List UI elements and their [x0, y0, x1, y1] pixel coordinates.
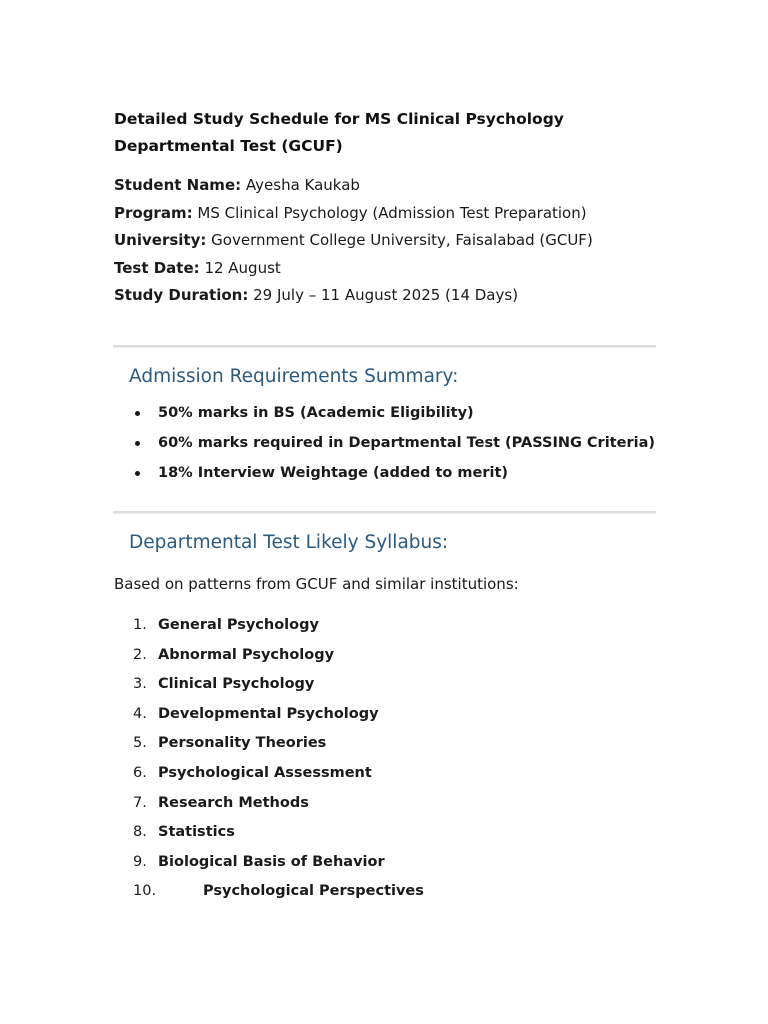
list-item-text: Abnormal Psychology: [158, 646, 335, 663]
list-item: [133, 611, 424, 641]
admission-requirements-list: [132, 398, 655, 488]
list-item: [133, 729, 424, 759]
section-divider: [113, 345, 656, 348]
list-number: 7.: [133, 794, 147, 811]
meta-value: 29 July – 11 August 2025 (14 Days): [253, 286, 519, 304]
list-item-text: Personality Theories: [158, 735, 327, 752]
document-title: Detailed Study Schedule for MS Clinical Psychology Departmental Test (GCUF): [114, 110, 564, 155]
bullet-icon: [135, 441, 140, 446]
list-item: [132, 398, 655, 428]
meta-label: Program:: [114, 203, 193, 222]
meta-student-name: [114, 172, 659, 200]
section-divider: [113, 511, 656, 514]
list-number: 6.: [133, 764, 147, 781]
meta-label: Study Duration:: [114, 286, 249, 304]
syllabus-list: [133, 611, 424, 907]
list-item: [133, 641, 424, 671]
list-item-text: 18% Interview Weightage (added to merit): [158, 465, 509, 481]
admission-heading: Admission Requirements Summary:: [129, 366, 459, 387]
list-item: [133, 759, 424, 789]
list-item: [133, 877, 424, 907]
list-item-text: Clinical Psychology: [158, 676, 315, 693]
list-item: [132, 428, 655, 458]
list-number: 9.: [133, 853, 147, 870]
list-item: [133, 848, 424, 878]
list-number: 8.: [133, 824, 147, 841]
list-item-text: Developmental Psychology: [158, 705, 379, 722]
list-item-text: Psychological Perspectives: [203, 883, 424, 900]
list-item-text: Psychological Assessment: [158, 764, 372, 781]
meta-label: Test Date:: [114, 258, 200, 277]
list-item-text: General Psychology: [158, 617, 319, 633]
list-number: 10.: [133, 883, 157, 900]
meta-test-date: [114, 255, 659, 283]
meta-value: 12 August: [204, 258, 281, 277]
bullet-icon: [135, 471, 140, 476]
bullet-icon: [135, 411, 140, 416]
student-info: [114, 172, 659, 310]
list-number: 3.: [133, 676, 147, 693]
meta-label: Student Name:: [114, 176, 242, 194]
meta-value: Ayesha Kaukab: [245, 176, 360, 194]
list-number: 2.: [133, 646, 147, 663]
list-number: 1.: [133, 617, 147, 633]
meta-label: University:: [114, 231, 207, 249]
list-item: [133, 789, 424, 819]
list-item-text: 50% marks in BS (Academic Eligibility): [158, 405, 474, 421]
list-item-text: 60% marks required in Departmental Test (PASSING Criteria): [158, 435, 655, 451]
syllabus-heading: Departmental Test Likely Syllabus:: [129, 532, 449, 553]
meta-program: [114, 200, 659, 228]
list-item-text: Biological Basis of Behavior: [158, 853, 385, 870]
list-item: [133, 700, 424, 730]
meta-value: MS Clinical Psychology (Admission Test Preparation): [197, 203, 587, 222]
list-item-text: Research Methods: [158, 794, 309, 811]
list-number: 5.: [133, 735, 147, 752]
meta-university: [114, 227, 659, 255]
list-item: [133, 670, 424, 700]
meta-value: Government College University, Faisalabad (GCUF): [211, 231, 593, 249]
list-item: [132, 458, 655, 488]
list-item: [133, 818, 424, 848]
document-header: [114, 106, 659, 310]
list-number: 4.: [133, 705, 147, 722]
syllabus-intro: Based on patterns from GCUF and similar institutions:: [114, 575, 519, 593]
meta-study-duration: [114, 282, 659, 310]
list-item-text: Statistics: [158, 824, 235, 841]
